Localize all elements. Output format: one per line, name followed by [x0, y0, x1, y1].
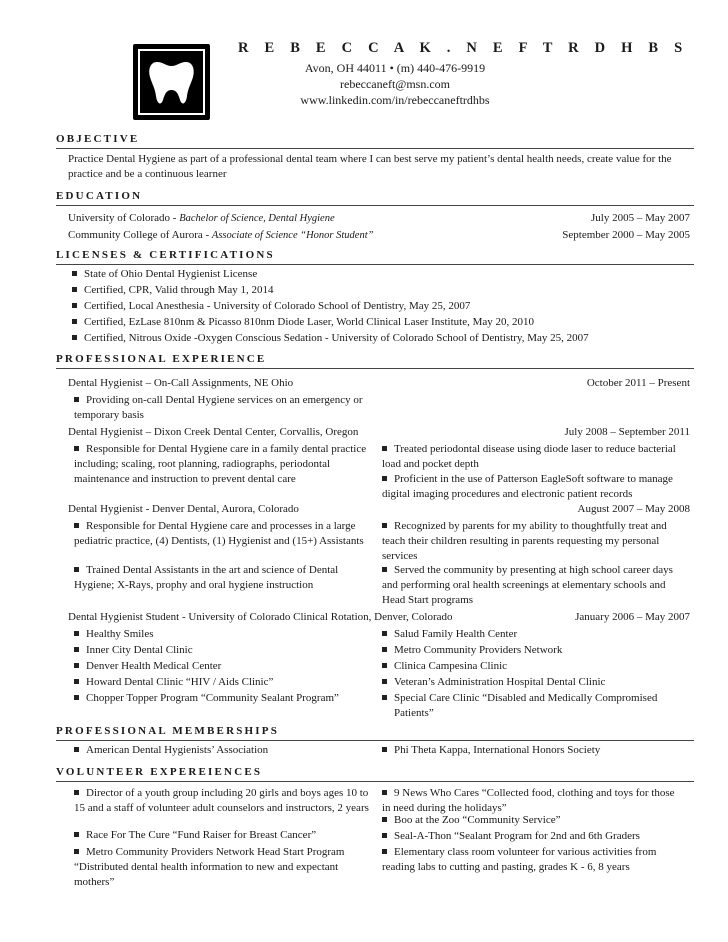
job-bullet: Special Care Clinic “Disabled and Medically Compromised Patients” — [382, 691, 694, 721]
education-dates: July 2005 – May 2007 — [591, 212, 690, 224]
linkedin-link[interactable]: www.linkedin.com/in/rebeccaneftrdhbs — [300, 93, 490, 107]
tooth-icon — [133, 44, 210, 120]
education-dates: September 2000 – May 2005 — [562, 229, 690, 241]
bullet-icon — [74, 647, 79, 652]
school-name: Community College of Aurora - — [68, 229, 212, 241]
bullet-icon — [74, 747, 79, 752]
volunteer-heading: VOLUNTEER EXPEREIENCES — [56, 765, 694, 782]
job-bullet: Metro Community Providers Network — [382, 643, 562, 658]
bullet-icon — [74, 832, 79, 837]
job-title: Dental Hygienist – Dixon Creek Dental Center, Corvallis, Oregon — [68, 426, 359, 438]
bullet-icon — [382, 747, 387, 752]
licenses-heading: LICENSES & CERTIFICATIONS — [56, 248, 694, 265]
job-bullet: Chopper Topper Program “Community Sealant Program” — [74, 691, 339, 706]
bullet-icon — [382, 476, 387, 481]
bullet-icon — [382, 631, 387, 636]
objective-text: Practice Dental Hygiene as part of a professional dental team where I can best serve my patient’s dental health needs, create value for the practice and be a continuous learner — [68, 153, 672, 180]
objective-heading: OBJECTIVE — [56, 132, 694, 149]
license-item: Certified, Nitrous Oxide -Oxygen Conscious Sedation - University of Colorado School of Dentistry, May 25, 2007 — [72, 331, 589, 346]
license-item: State of Ohio Dental Hygienist License — [72, 267, 257, 282]
bullet-icon — [382, 833, 387, 838]
job-bullet: Proficient in the use of Patterson EagleSoft software to manage digital imaging procedures and electronic patient records — [382, 473, 673, 500]
job-bullet: Trained Dental Assistants in the art and science of Dental Hygiene; X-Rays, prophy and oral hygiene instruction — [74, 564, 339, 591]
education-heading: EDUCATION — [56, 189, 694, 206]
bullet-icon — [382, 523, 387, 528]
membership-item: American Dental Hygienists’ Association — [74, 743, 268, 758]
job-bullet: Healthy Smiles — [74, 627, 154, 642]
job-bullet: Providing on-call Dental Hygiene services on an emergency or temporary basis — [74, 394, 363, 421]
bullet-icon — [74, 397, 79, 402]
job-bullet: Served the community by presenting at high school career days and performing oral health screenings at elementary schools and Head Start programs — [382, 564, 673, 606]
email-link[interactable]: rebeccaneft@msn.com — [340, 77, 450, 91]
job-title: Dental Hygienist - Denver Dental, Aurora, Colorado — [68, 503, 299, 515]
job-title: Dental Hygienist Student - University of Colorado Clinical Rotation, Denver, Colorado — [68, 611, 453, 623]
school-name: University of Colorado - — [68, 212, 180, 224]
volunteer-item: 9 News Who Cares “Collected food, clothing and toys for those in need during the holidays” — [382, 787, 675, 814]
job-bullet: Responsible for Dental Hygiene care and processes in a large pediatric practice, (4) Dentists, (1) Hygienist and (15+) Assistants — [74, 520, 364, 547]
bullet-icon — [74, 849, 79, 854]
volunteer-item: Elementary class room volunteer for various activities from reading labs to cutting and pasting, grades K - 6, 8 years — [382, 846, 657, 873]
bullet-icon — [382, 849, 387, 854]
job-dates: January 2006 – May 2007 — [575, 611, 690, 623]
license-item: Certified, EzLase 810nm & Picasso 810nm Diode Laser, World Clinical Laser Institute, May 20, 2010 — [72, 315, 534, 330]
job-bullet: Denver Health Medical Center — [74, 659, 221, 674]
job-dates: October 2011 – Present — [586, 377, 690, 389]
job-bullet: Howard Dental Clinic “HIV / Aids Clinic” — [74, 675, 273, 690]
bullet-icon — [382, 647, 387, 652]
tooth-logo — [133, 44, 210, 120]
bullet-icon — [74, 567, 79, 572]
job-dates: July 2008 – September 2011 — [564, 426, 690, 438]
bullet-icon — [382, 446, 387, 451]
bullet-icon — [74, 679, 79, 684]
education-entry — [68, 211, 335, 226]
bullet-icon — [74, 663, 79, 668]
bullet-icon — [72, 335, 77, 340]
bullet-icon — [74, 695, 79, 700]
volunteer-item: Director of a youth group including 20 girls and boys ages 10 to 15 and a staff of volunteer adult counselors and instructors, 2 years — [74, 787, 369, 814]
job-bullet: Recognized by parents for my ability to thoughtfully treat and teach their children resulting in parents requesting my personal services — [382, 520, 667, 562]
experience-heading: PROFESSIONAL EXPERIENCE — [56, 352, 694, 369]
bullet-icon — [382, 817, 387, 822]
job-bullet: Inner City Dental Clinic — [74, 643, 193, 658]
bullet-icon — [382, 679, 387, 684]
job-dates: August 2007 – May 2008 — [577, 503, 690, 515]
memberships-heading: PROFESSIONAL MEMBERSHIPS — [56, 724, 694, 741]
license-item: Certified, CPR, Valid through May 1, 2014 — [72, 283, 274, 298]
license-item: Certified, Local Anesthesia - University of Colorado School of Dentistry, May 25, 2007 — [72, 299, 470, 314]
candidate-name: R E B E C C A K . N E F T R D H B S — [238, 40, 689, 56]
bullet-icon — [74, 790, 79, 795]
contact-block — [270, 60, 520, 108]
job-bullet: Responsible for Dental Hygiene care in a family dental practice including; scaling, root planning, radiographs, periodontal maintenance and instruction to prevent dental care — [74, 443, 367, 485]
degree: Bachelor of Science, Dental Hygiene — [179, 213, 335, 224]
bullet-icon — [72, 271, 77, 276]
bullet-icon — [74, 523, 79, 528]
bullet-icon — [74, 631, 79, 636]
job-bullet: Salud Family Health Center — [382, 627, 517, 642]
bullet-icon — [72, 287, 77, 292]
job-title: Dental Hygienist – On-Call Assignments, NE Ohio — [68, 377, 294, 389]
membership-item: Phi Theta Kappa, International Honors Society — [382, 743, 600, 758]
volunteer-item: Race For The Cure “Fund Raiser for Breast Cancer” — [74, 828, 316, 843]
bullet-icon — [382, 790, 387, 795]
volunteer-item: Boo at the Zoo “Community Service” — [382, 813, 561, 828]
job-bullet: Clinica Campesina Clinic — [382, 659, 507, 674]
job-bullet: Veteran’s Administration Hospital Dental Clinic — [382, 675, 605, 690]
bullet-icon — [382, 695, 387, 700]
bullet-icon — [382, 663, 387, 668]
bullet-icon — [72, 319, 77, 324]
job-bullet: Treated periodontal disease using diode laser to reduce bacterial load and pocket depth — [382, 443, 676, 470]
address-phone: Avon, OH 44011 • (m) 440-476-9919 — [304, 61, 486, 75]
degree: Associate of Science “Honor Student” — [211, 230, 374, 241]
volunteer-item: Seal-A-Thon “Sealant Program for 2nd and 6th Graders — [382, 829, 640, 844]
volunteer-item: Metro Community Providers Network Head Start Program “Distributed dental health information to new and expectant mothers” — [74, 846, 345, 888]
education-entry — [68, 228, 373, 243]
bullet-icon — [382, 567, 387, 572]
bullet-icon — [74, 446, 79, 451]
bullet-icon — [72, 303, 77, 308]
